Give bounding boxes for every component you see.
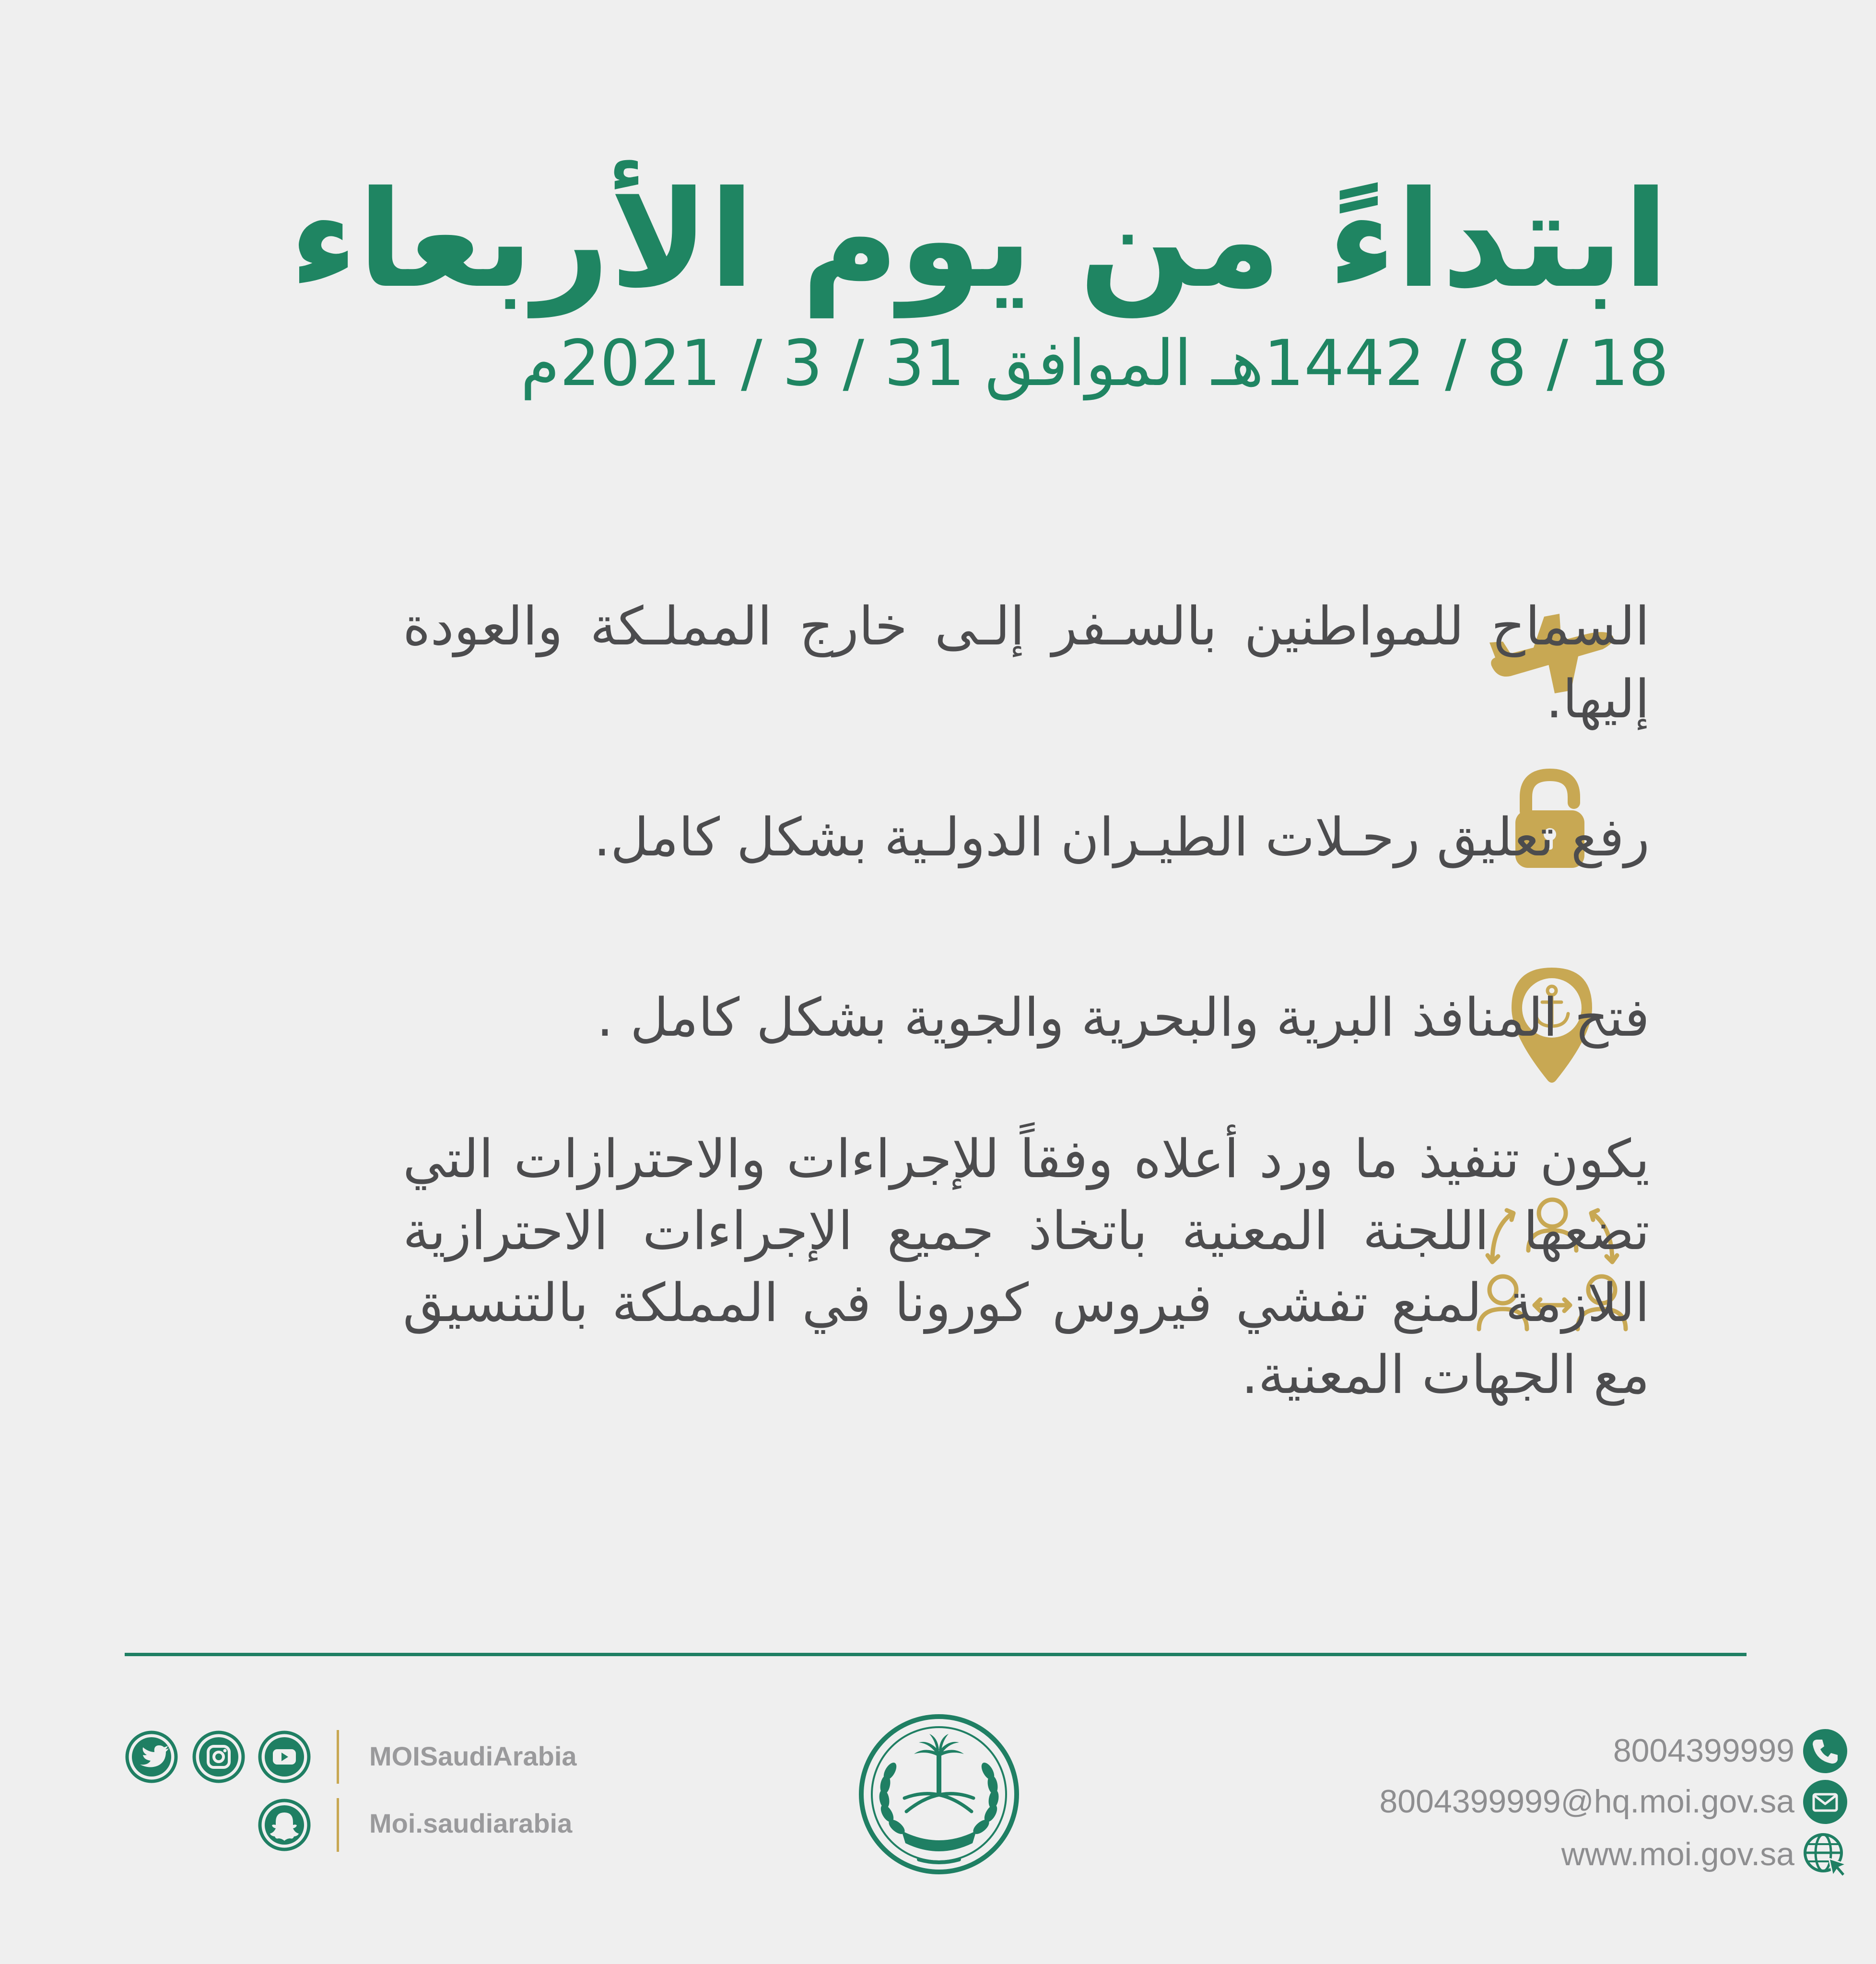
envelope-icon — [1801, 1778, 1849, 1826]
date-line: 18 / 8 / 1442هـ الموافق 31 / 3 / 2021م — [520, 327, 1669, 400]
website-url[interactable]: www.moi.gov.sa — [1561, 1836, 1794, 1872]
phone-icon — [1801, 1727, 1849, 1775]
instagram-icon[interactable] — [192, 1730, 246, 1784]
social-separator — [337, 1730, 339, 1784]
info-item-text: فتح المنافذ البرية والبحرية والجوية بشكل كامل . — [597, 987, 1650, 1048]
page-title: ابتداءً من يوم الأربعاء — [289, 162, 1669, 317]
info-item-text: يكون تنفيذ ما ورد أعلاه وفقاً للإجراءات والاحترازات التي تضعها اللجنة المعنية باتخاذ جميع الإجراءات الاحترازية اللازمة لمنع تفشي فيروس كورونا في المملكة بالتنسيق مع الجهات المعنية. — [403, 1128, 1650, 1405]
social-separator — [337, 1798, 339, 1852]
globe-cursor-icon — [1801, 1831, 1849, 1879]
info-item-text: السماح للمواطنين بالسـفر إلـى خارج المملـكة والعودة إليها. — [403, 596, 1650, 730]
footer-divider — [125, 1653, 1747, 1656]
email-address[interactable]: 8004399999@hq.moi.gov.sa — [1379, 1783, 1794, 1820]
phone-number[interactable]: 8004399999 — [1613, 1732, 1794, 1769]
social-handle-snapchat[interactable]: Moi.saudiarabia — [369, 1808, 573, 1838]
youtube-icon[interactable] — [258, 1730, 311, 1784]
info-item-text: رفع تعليق رحـلات الطيـران الدولـية بشكل كامل. — [593, 807, 1650, 868]
social-handle-main[interactable]: MOISaudiArabia — [369, 1741, 577, 1771]
ministry-emblem-logo — [857, 1713, 1020, 1876]
snapchat-icon[interactable] — [258, 1798, 311, 1852]
twitter-icon[interactable] — [125, 1730, 178, 1784]
